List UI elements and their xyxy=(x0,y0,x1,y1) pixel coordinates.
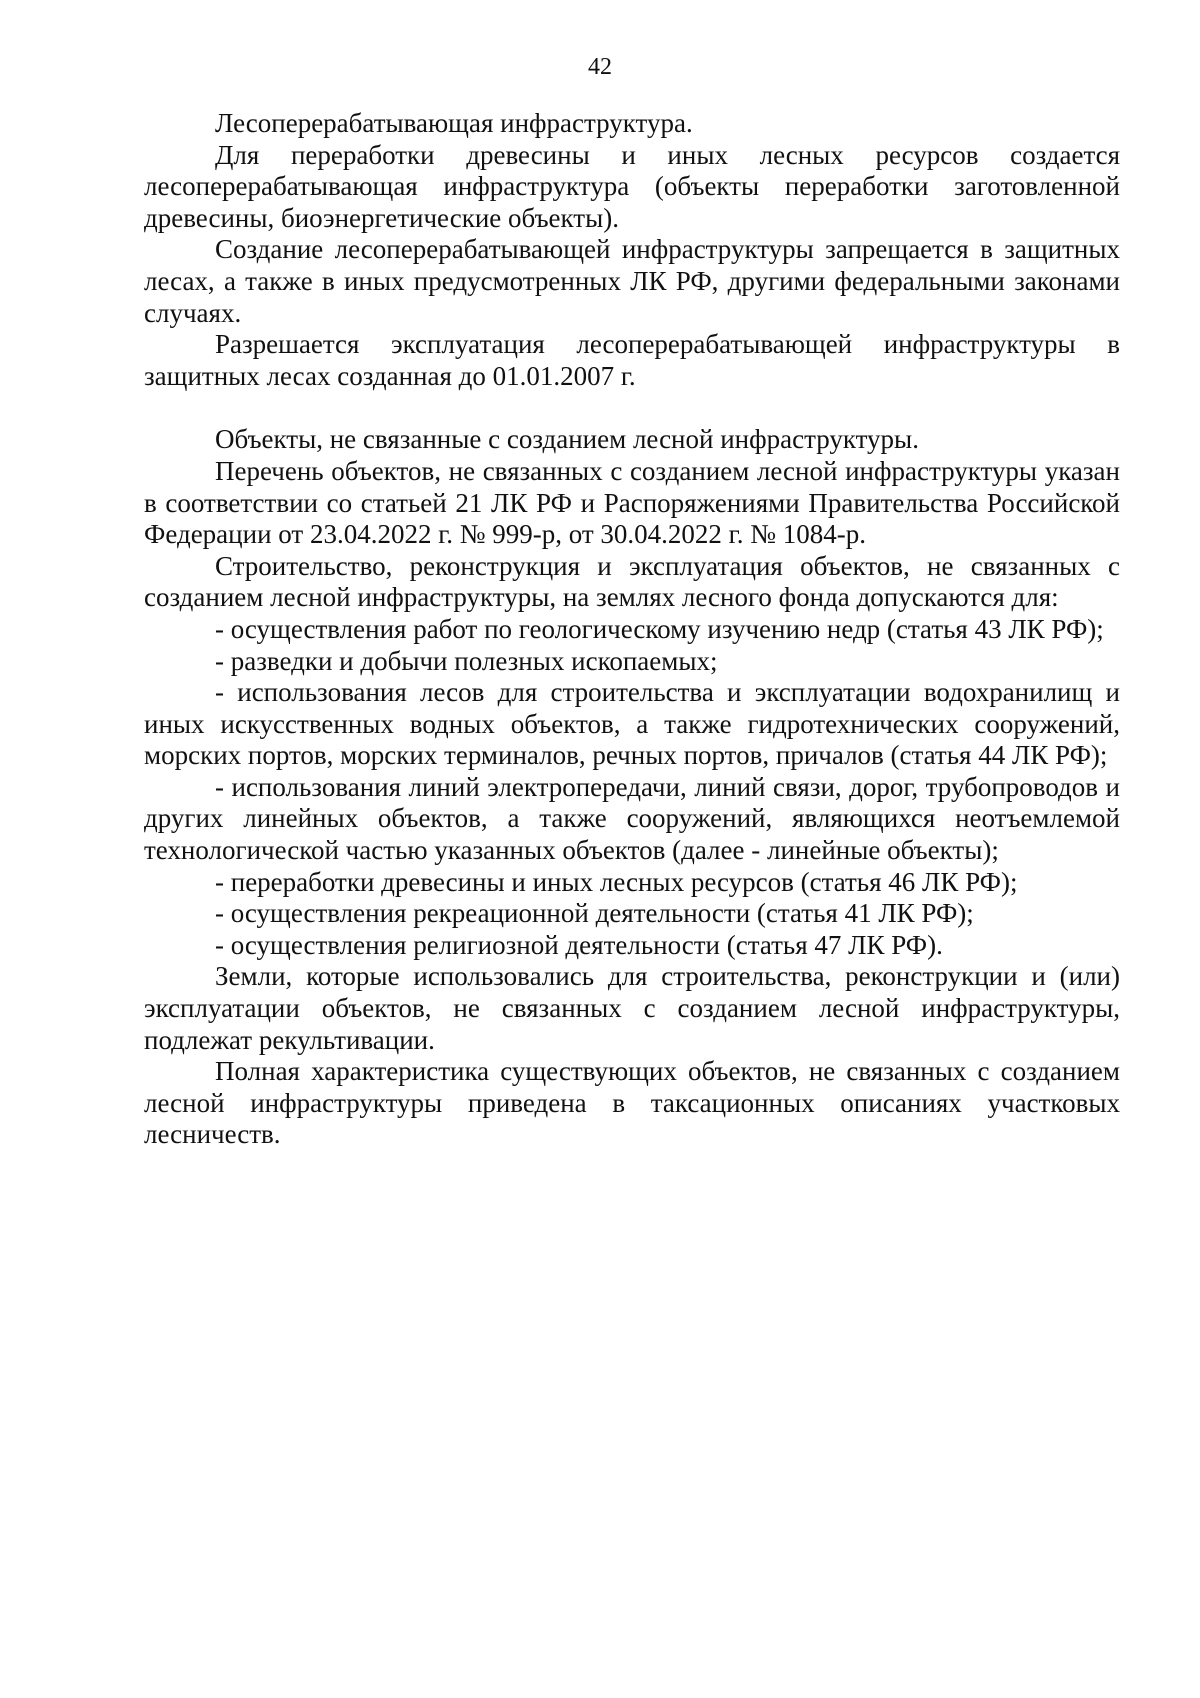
paragraph: Полная характеристика существующих объектов, не связанных с созданием лесной инфраструктуры приведена в таксационных описаниях участковых лесничеств. xyxy=(144,1056,1120,1150)
paragraph: Для переработки древесины и иных лесных ресурсов создается лесоперерабатывающая инфраструктура (объекты переработки заготовленной древесины, биоэнергетические объекты). xyxy=(144,139,1120,233)
section-heading-non-forest-objects: Объекты, не связанные с созданием лесной инфраструктуры. xyxy=(215,424,919,455)
section-heading-wood-processing: Лесоперерабатывающая инфраструктура. xyxy=(215,108,693,138)
list-item: - осуществления рекреационной деятельности (статья 41 ЛК РФ); xyxy=(215,898,974,929)
list-item: - использования лесов для строительства и эксплуатации водохранилищ и иных искусственных водных объектов, а также гидротехнических сооружений, морских портов, морских терминалов, речных портов, причалов (статья 44 ЛК РФ); xyxy=(144,677,1120,771)
list-item: - разведки и добычи полезных ископаемых; xyxy=(215,645,718,676)
paragraph: Перечень объектов, не связанных с созданием лесной инфраструктуры указан в соответствии со статьей 21 ЛК РФ и Распоряжениями Правительства Российской Федерации от 23.04.2022 г. № 999-р, от 30.04.2022 г. № 1084-р. xyxy=(144,455,1120,550)
document-body xyxy=(144,108,1120,1151)
list-item: - осуществления религиозной деятельности (статья 47 ЛК РФ). xyxy=(215,929,943,960)
list-item: - переработки древесины и иных лесных ресурсов (статья 46 ЛК РФ); xyxy=(215,866,1018,897)
paragraph: Разрешается эксплуатация лесоперерабатывающей инфраструктуры в защитных лесах созданная до 01.01.2007 г. xyxy=(144,329,1120,391)
list-item: - осуществления работ по геологическому изучению недр (статья 43 ЛК РФ); xyxy=(215,613,1104,644)
paragraph: Земли, которые использовались для строительства, реконструкции и (или) эксплуатации объектов, не связанных с созданием лесной инфраструктуры, подлежат рекультивации. xyxy=(144,961,1120,1055)
page-number: 42 xyxy=(588,54,612,80)
paragraph: Создание лесоперерабатывающей инфраструктуры запрещается в защитных лесах, а также в иных предусмотренных ЛК РФ, другими федеральными законами случаях. xyxy=(144,234,1120,328)
paragraph: Строительство, реконструкция и эксплуатация объектов, не связанных с созданием лесной инфраструктуры, на землях лесного фонда допускаются для: xyxy=(144,550,1120,613)
section-spacer xyxy=(144,392,1120,424)
list-item: - использования линий электропередачи, линий связи, дорог, трубопроводов и других линейных объектов, а также сооружений, являющихся неотъемлемой технологической частью указанных объектов (далее - линейные объекты); xyxy=(144,771,1120,866)
